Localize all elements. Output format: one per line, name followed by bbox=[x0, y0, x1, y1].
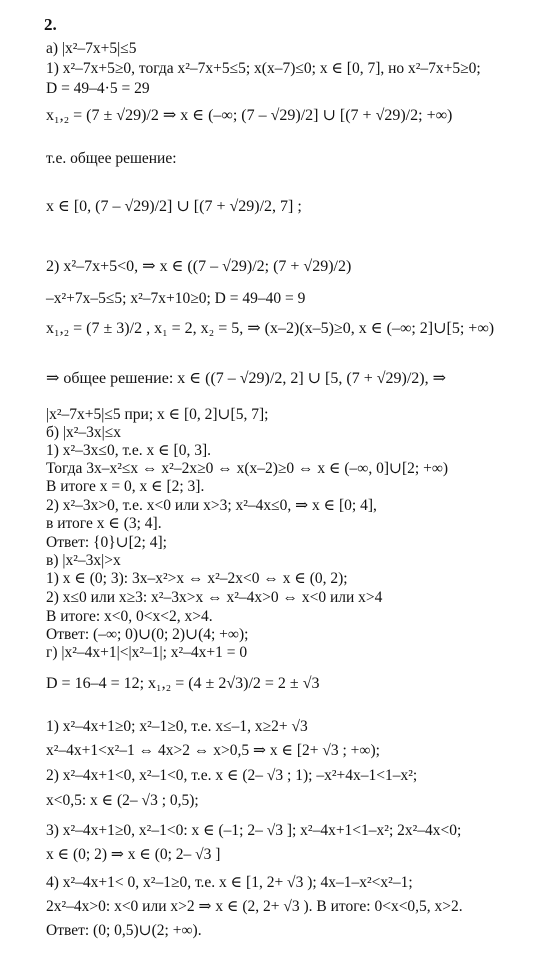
part-a-case2-solution: ⇒ общее решение: x ∈ ((7 – √29)/2, 2] ∪ [5, (7 + √29)/2), ⇒ bbox=[46, 370, 447, 387]
part-v-case2: 2) x≤0 или x≥3: x²–3x>x ⇔ x²–4x>0 ⇔ x<0 или x>4 bbox=[46, 589, 383, 606]
part-b-case1: 1) x²–3x≤0, т.е. x ∈ [0, 3]. bbox=[46, 442, 211, 459]
part-g-roots: D = 16–4 = 12; x₁,₂ = (4 ± 2√3)/2 = 2 ± √3 bbox=[46, 675, 320, 692]
part-a-case2-eq: –x²+7x–5≤5; x²–7x+10≥0; D = 49–40 = 9 bbox=[46, 290, 306, 307]
part-g-answer: Ответ: (0; 0,5)∪(2; +∞). bbox=[46, 922, 202, 939]
part-g-case2: 2) x²–4x+1<0, x²–1<0, т.е. x ∈ (2– √3 ; 1); –x²+4x–1<1–x²; bbox=[46, 767, 418, 784]
part-a-general-label: т.е. общее решение: bbox=[46, 150, 177, 167]
part-g-case1-result: x²–4x+1<x²–1 ⇔ 4x>2 ⇔ x>0,5 ⇒ x ∈ [2+ √3 ; +∞); bbox=[46, 742, 380, 759]
part-g-case4: 4) x²–4x+1< 0, x²–1≥0, т.е. x ∈ [1, 2+ √3 ); 4x–1–x²<x²–1; bbox=[46, 874, 413, 891]
part-g-title: г) |x²–4x+1|<|x²–1|; x²–4x+1 = 0 bbox=[46, 644, 248, 661]
part-b-case2: 2) x²–3x>0, т.е. x<0 или x>3; x²–4x≤0, ⇒ x ∈ [0; 4], bbox=[46, 497, 377, 514]
part-b-title: б) |x²–3x|≤x bbox=[46, 424, 122, 441]
part-a-case2-roots: x₁,₂ = (7 ± 3)/2 , x₁ = 2, x₂ = 5, ⇒ (x–2)(x–5)≥0, x ∈ (–∞; 2]∪[5; +∞) bbox=[46, 320, 495, 337]
part-g-case1: 1) x²–4x+1≥0; x²–1≥0, т.е. x≤–1, x≥2+ √3 bbox=[46, 718, 308, 735]
part-g-case3-result: x ∈ (0; 2) ⇒ x ∈ (0; 2– √3 ] bbox=[46, 846, 221, 863]
part-a-case2: 2) x²–7x+5<0, ⇒ x ∈ ((7 – √29)/2; (7 + √29)/2) bbox=[46, 258, 352, 275]
part-v-result: В итоге: x<0, 0<x<2, x>4. bbox=[46, 608, 213, 625]
part-b-case2-result: в итоге x ∈ (3; 4]. bbox=[46, 515, 162, 532]
part-g-case3: 3) x²–4x+1≥0, x²–1<0: x ∈ (–1; 2– √3 ]; x²–4x+1<1–x²; 2x²–4x<0; bbox=[46, 822, 462, 839]
part-g-case2-result: x<0,5: x ∈ (2– √3 ; 0,5); bbox=[46, 792, 199, 809]
part-b-case1-eq: Тогда 3x–x²≤x ⇔ x²–2x≥0 ⇔ x(x–2)≥0 ⇔ x ∈ (–∞, 0]∪[2; +∞) bbox=[46, 460, 449, 477]
part-v-answer: Ответ: (–∞; 0)∪(0; 2)∪(4; +∞); bbox=[46, 626, 249, 643]
part-a-general-solution: x ∈ [0, (7 – √29)/2] ∪ [(7 + √29)/2, 7] ; bbox=[46, 198, 302, 215]
part-a-case1: 1) x²–7x+5≥0, тогда x²–7x+5≤5; x(x–7)≤0; x ∈ [0, 7], но x²–7x+5≥0; bbox=[46, 60, 481, 77]
part-g-case4-result: 2x²–4x>0: x<0 или x>2 ⇒ x ∈ (2, 2+ √3 ). В итоге: 0<x<0,5, x>2. bbox=[46, 898, 463, 915]
part-b-answer: Ответ: {0}∪[2; 4]; bbox=[46, 534, 167, 551]
part-a-roots: x₁,₂ = (7 ± √29)/2 ⇒ x ∈ (–∞; (7 – √29)/2] ∪ [(7 + √29)/2; +∞) bbox=[46, 107, 453, 124]
part-a-title: а) |x²–7x+5|≤5 bbox=[46, 40, 137, 57]
part-a-answer: |x²–7x+5|≤5 при; x ∈ [0, 2]∪[5, 7]; bbox=[46, 406, 269, 423]
part-v-title: в) |x²–3x|>x bbox=[46, 552, 121, 569]
part-a-discriminant: D = 49–4·5 = 29 bbox=[46, 80, 150, 97]
problem-number: 2. bbox=[44, 15, 57, 34]
part-b-case1-result: В итоге x = 0, x ∈ [2; 3]. bbox=[46, 478, 205, 495]
part-v-case1: 1) x ∈ (0; 3): 3x–x²>x ⇔ x²–2x<0 ⇔ x ∈ (0, 2); bbox=[46, 570, 348, 587]
